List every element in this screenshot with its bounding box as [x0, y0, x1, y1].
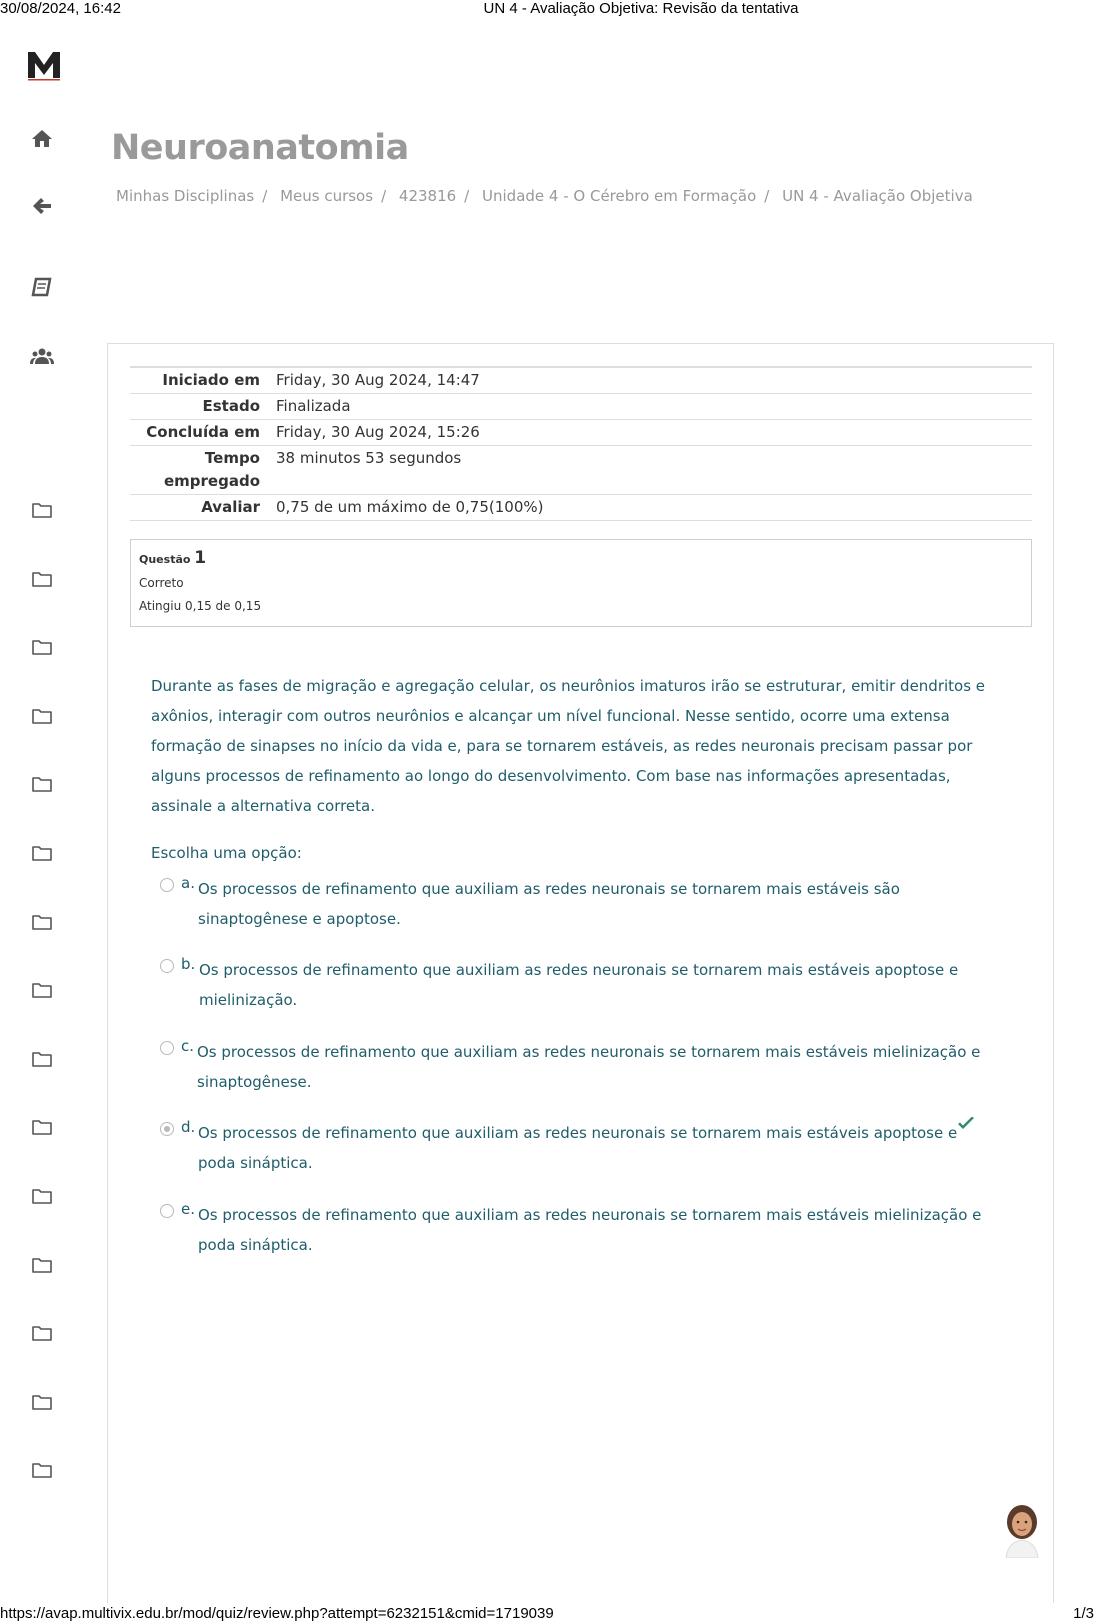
question-text-line: assinale a alternativa correta.	[151, 797, 376, 815]
answer-option-a[interactable]	[160, 874, 1010, 934]
summary-value: Finalizada	[276, 397, 351, 415]
folder-icon[interactable]	[30, 568, 54, 590]
breadcrumb-link[interactable]: Meus cursos	[280, 187, 374, 205]
question-number-value: 1	[194, 548, 207, 568]
folder-icon[interactable]	[30, 705, 54, 727]
sidebar	[0, 30, 86, 1590]
breadcrumb-link[interactable]: 423816	[398, 187, 457, 205]
home-icon[interactable]	[30, 127, 54, 149]
breadcrumb-link[interactable]: Unidade 4 - O Cérebro em Formação	[482, 187, 757, 205]
summary-label	[130, 447, 276, 493]
page-title: Neuroanatomia	[111, 128, 409, 168]
print-header	[0, 0, 1094, 18]
summary-label-line: Tempo	[204, 449, 260, 467]
option-text-line: sinaptogênese e apoptose.	[198, 910, 401, 928]
option-letter: d.	[181, 1118, 196, 1136]
attempt-summary-table	[130, 366, 1032, 521]
option-text-line: Os processos de refinamento que auxiliam as redes neuronais se tornarem mais estáveis apoptose e	[198, 1124, 958, 1142]
option-letter: e.	[181, 1200, 195, 1218]
option-text	[197, 1037, 987, 1097]
summary-label: Concluída em	[146, 423, 260, 441]
summary-row-completed	[130, 420, 1032, 446]
book-icon[interactable]	[30, 276, 54, 298]
folder-icon[interactable]	[30, 1459, 54, 1481]
print-datetime: 30/08/2024, 16:42	[0, 0, 121, 17]
summary-value: Friday, 30 Aug 2024, 14:47	[276, 371, 480, 389]
question-label: Questão	[139, 553, 191, 566]
breadcrumb	[116, 187, 973, 205]
option-text	[198, 874, 988, 934]
breadcrumb-separator: /	[381, 187, 387, 205]
folder-icon[interactable]	[30, 979, 54, 1001]
print-page-number: 1/3	[1073, 1605, 1094, 1622]
correct-check-icon	[957, 1117, 975, 1131]
breadcrumb-link[interactable]: UN 4 - Avaliação Objetiva	[782, 187, 973, 205]
folder-icon[interactable]	[30, 1048, 54, 1070]
option-letter: c.	[181, 1037, 195, 1055]
summary-label: Iniciado em	[162, 371, 260, 389]
folder-icon[interactable]	[30, 1185, 54, 1207]
question-text-line: Durante as fases de migração e agregação celular, os neurônios imaturos irão se estruturar, emitir dendritos e	[151, 677, 986, 695]
assistant-avatar[interactable]	[1000, 1502, 1044, 1558]
breadcrumb-separator: /	[262, 187, 268, 205]
option-letter: b.	[181, 955, 196, 973]
print-doc-title: UN 4 - Avaliação Objetiva: Revisão da tentativa	[483, 0, 799, 17]
quiz-review-panel	[107, 343, 1054, 1603]
folder-icon[interactable]	[30, 911, 54, 933]
question-mark: Atingiu 0,15 de 0,15	[139, 599, 262, 613]
summary-value: 0,75 de um máximo de 0,75(100%)	[276, 498, 544, 516]
breadcrumb-separator: /	[764, 187, 770, 205]
print-url: https://avap.multivix.edu.br/mod/quiz/review.php?attempt=6232151&cmid=1719039	[0, 1605, 554, 1622]
summary-value: Friday, 30 Aug 2024, 15:26	[276, 423, 480, 441]
option-text-line: poda sináptica.	[198, 1154, 313, 1172]
option-text-line: poda sináptica.	[198, 1236, 313, 1254]
multivix-logo[interactable]	[26, 48, 62, 82]
print-footer	[0, 1605, 1094, 1623]
question-text-line: formação de sinapses no início da vida e, para se tornarem estáveis, as redes neuronais precisam passar por	[151, 737, 973, 755]
summary-label-line: empregado	[163, 472, 260, 490]
folder-icon[interactable]	[30, 842, 54, 864]
back-arrow-icon[interactable]	[30, 195, 54, 217]
question-text	[151, 671, 1001, 821]
option-text	[199, 955, 989, 1015]
question-info-box	[130, 539, 1032, 627]
radio-button[interactable]	[160, 1204, 174, 1218]
radio-button-selected[interactable]	[160, 1122, 174, 1136]
answer-option-b[interactable]	[160, 955, 1010, 1015]
question-text-line: axônios, interagir com outros neurônios e alcançar um nível funcional. Nesse sentido, ocorre uma extensa	[151, 707, 950, 725]
summary-label: Estado	[202, 397, 260, 415]
folder-icon[interactable]	[30, 1254, 54, 1276]
answer-option-c[interactable]	[160, 1037, 1010, 1097]
radio-button[interactable]	[160, 878, 174, 892]
option-text-line: Os processos de refinamento que auxiliam as redes neuronais se tornarem mais estáveis apoptose e	[199, 961, 959, 979]
folder-icon[interactable]	[30, 1116, 54, 1138]
summary-row-grade	[130, 495, 1032, 521]
choose-option-prompt: Escolha uma opção:	[151, 844, 302, 862]
summary-row-started	[130, 368, 1032, 394]
folder-icon[interactable]	[30, 1322, 54, 1344]
folder-icon[interactable]	[30, 499, 54, 521]
option-text-line: Os processos de refinamento que auxiliam as redes neuronais se tornarem mais estáveis são	[198, 880, 900, 898]
folder-icon[interactable]	[30, 1391, 54, 1413]
option-text-line: Os processos de refinamento que auxiliam as redes neuronais se tornarem mais estáveis mielinização e	[197, 1043, 981, 1061]
option-letter: a.	[181, 874, 195, 892]
option-text	[198, 1200, 988, 1260]
answer-option-d[interactable]	[160, 1118, 1010, 1178]
radio-button[interactable]	[160, 1041, 174, 1055]
question-text-line: alguns processos de refinamento ao longo do desenvolvimento. Com base nas informações apresentadas,	[151, 767, 951, 785]
summary-row-state	[130, 394, 1032, 420]
users-icon[interactable]	[30, 345, 54, 367]
breadcrumb-link[interactable]: Minhas Disciplinas	[116, 187, 255, 205]
summary-value: 38 minutos 53 segundos	[276, 449, 462, 467]
summary-row-time	[130, 446, 1032, 495]
folder-icon[interactable]	[30, 636, 54, 658]
answer-option-e[interactable]	[160, 1200, 1010, 1260]
summary-label: Avaliar	[201, 498, 260, 516]
radio-button[interactable]	[160, 959, 174, 973]
option-text-line: sinaptogênese.	[197, 1073, 312, 1091]
option-text-line: mielinização.	[199, 991, 298, 1009]
question-number	[139, 548, 1023, 568]
option-text-line: Os processos de refinamento que auxiliam as redes neuronais se tornarem mais estáveis mielinização e	[198, 1206, 982, 1224]
option-text	[198, 1118, 988, 1178]
question-state: Correto	[139, 576, 184, 590]
breadcrumb-separator: /	[464, 187, 470, 205]
folder-icon[interactable]	[30, 773, 54, 795]
